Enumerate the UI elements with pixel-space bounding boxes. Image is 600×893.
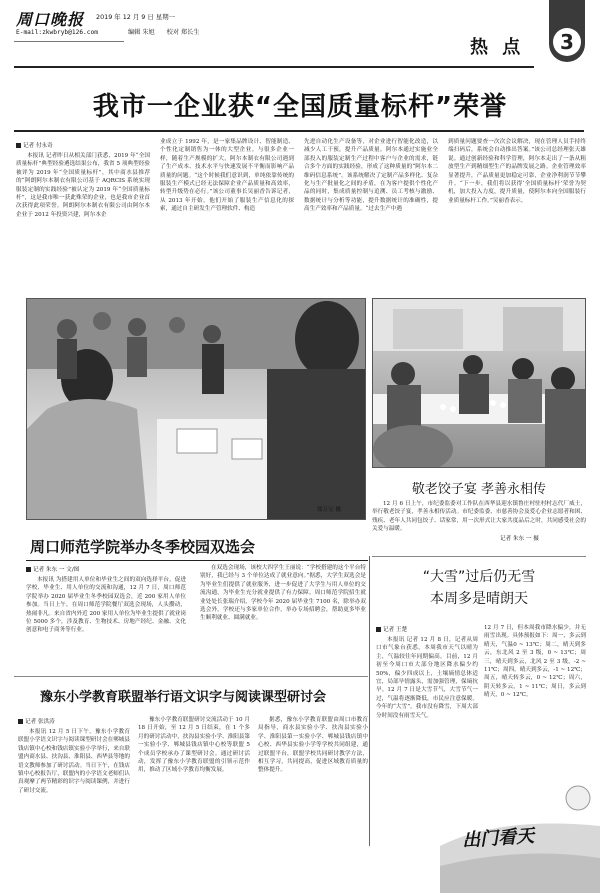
snow-top-rule [372,556,586,557]
byline-marker-icon [16,143,21,148]
issue-date: 2019 年 12 月 9 日 星期一 [96,13,175,21]
lead-column-1: 本报讯 记者昨日从相关部门获悉，2019 年“全国质量标杆”典型经验遴选结果公布，我省 5 项典型经验被评为 2019 年“全国质量标杆”，其中商水县推荐的“阿朗阿尔本制衣有限公司基于 AQRCIS 系统实现服装定制的实践经验”被认定为 2019 年“全国质量标杆”，这是我市唯一获此殊荣的企业，也是我市企业首次获得此项荣誉。阿朗阿尔本制衣有限公司由阿尔本企业于 2012 年投资兴建，阿尔本企 [16,153,150,218]
seminar-byline: 记者 张洪涛 [18,718,55,726]
proofreader-name: 校对 郑长生 [166,29,200,36]
byline-marker-icon [26,567,31,572]
lead-column-4: 到质量问题要查一次次会议解决，现在管理人员手持终端扫码后，系统会自动推出答案。”该公司总经理张天雄说。通过创新经验和科学管理，阿尔本走出了一条从粗放型生产到精细型生产的品牌发展之路。企业管理效率显著提升，产品质量更加稳定可靠，企业净利润节节攀升。“下一步，我们将以获得‘全国质量标杆’荣誉为契机，加大投入力度，提升质量，使阿尔本向全国服装行业质量标杆工作。”吴丽香表示。 [448,139,586,204]
weather-corner-label: 出门看天 [461,825,535,852]
photo-credit: 郑万宝 摄 [316,507,341,513]
lead-headline: 我市一企业获“全国质量标杆”荣誉 [92,92,508,122]
column-divider [369,556,370,846]
seminar-headline: 豫东小学教育联盟举行语文识字与阅读课型研讨会 [40,690,327,705]
dumpling-byline: 记者 朱东 一 摄 [500,536,539,542]
masthead-rule-bottom [14,66,534,68]
seminar-column-2: 豫东小学教育联盟研讨交流活动于 10 月 18 日开始，至 12 月 5 日结束，在 1 个多月的研讨活动中，扶沟县实验小学、淮阳县第一实验小学、郸城县钱店镇中心校等联盟 5 个成员学校承办了课型研讨会。通过研讨活动，发挥了豫东小学教育联盟的引领示范作用，推动了区域小学教育均衡发展。 [138,717,250,774]
masthead-rule [14,41,124,42]
job-fair-photo [26,298,366,520]
fair-column-1: 本报讯 为搭建用人单位和毕业生之间的双向选择平台，促进学校、毕业生、用人单位的交流和沟通，12 月 7 日，周口师范学院举办 2020 届毕业生冬季校园双选会，近 200 家用人单位参加。当日上午，在周口师范学院餐厅双选会现场，人头攒动，热闹非凡。来自省内外近 200 家用人单位为毕业生提供了就业岗位 5000 多个，涉及教育、生物技术、房地产经纪、金融、文化创意和电子商务等行业。 [26,577,186,634]
byline-marker-icon [18,719,23,724]
fair-byline: 记者 朱东 一 文/图 [26,566,79,574]
dumpling-photo-art [373,299,586,468]
section-title: 热 点 [470,37,525,58]
seminar-top-rule [14,676,368,677]
page-number: 3 [560,30,574,54]
lead-column-3: 先进自动化生产设备等，对企业进行智能化改造，以减少人工干预，提升产品质量。阿尔本通过实施业全部投入的服装定制生产过程中客户与企业的需求，链合多个方面的实践经验，形成了这种质量的“阿尔本二维码信息系统”。该系统解决了定制产品多样化、复杂化与生产批量化之间的矛盾，在为客户提供个性化产品的同时，集成质量控制与追溯、员工考核与激励、数据统计与分析等功能，提升数据统计的准确性，提高生产效率和产品质量。“过去生产中遇 [304,139,438,213]
snow-byline: 记者 王楚 [376,626,407,634]
weather-corner [440,776,600,893]
lead-headline-rule [14,130,584,132]
editor-credit [128,27,200,36]
snow-column-1: 本报讯 记者 12 月 8 日，记者从周口市气象台获悉，本周我市天气以晴为主，气温较往年同期偏高。目前，12 月初至今周口市大部分地区降水偏少约 50%，偏少四成以上，土壤墒情总体适宜，局部旱情露头，需加强管理，保墒抗旱。12 月 7 日是大雪节气，大雪节气一过，气温将逐渐降低，市民应注意保暖。今年的“大雪”，我市没有降雪，下周大部分时间没有雨雪天气。 [376,637,478,719]
masthead [0,0,600,70]
lead-byline: 记者 付永奇 [16,142,53,150]
snow-column-2: 12 月 7 日，但本周我市降水偏少，并无雨雪出现。具体预报如下：周一，多云到晴天，气温0 ~ 13℃；周二，晴天到多云，东北风 2 至 3 级，0 ~ 13℃；周三，晴天到多云，北风 2 至 3 级，-2 ~ 11℃；周四，晴天到多云，-1 ~ 12℃；周五，晴天转多云，0 ~ 12℃；周六，阴天转多云，1 ~ 11℃；周日，多云到晴天，0 ~ 12℃。 [484,625,586,699]
editor-name: 编辑 朱旭 [128,29,155,36]
job-fair-photo-art [27,299,366,520]
snow-headline-2: 本周多是晴朗天 [430,591,528,607]
snow-headline-1: “大雪”过后仍无雪 [422,569,536,585]
seminar-column-1: 本报讯 12 月 5 日下午，豫东小学教育联盟小学语文识字与阅读课型研讨会在郸城县钱店镇中心校和钱店镇实验小学举行，来自联盟内商水县、扶沟县、淮阳县、西华县等地的语文教师参加了研讨活动。当日下午，在钱店镇中心校报告厅，联盟内的小学语文老师们认真观摩了两节精彩的识字与阅读课例，并进行了研讨交流。 [18,729,130,794]
fair-column-2: 在双选会现场，该校大四学生王丽说：“学校搭建的这个平台特别好，我已经与 3 个单位达成了就业意向。”据悉，大学生双选会是为毕业生们提供了就业服务，进一步促进了大学生与用人单位的交流沟通，为毕业生充分就业提供了有力保障。周口师范学院招生就业处处长张瑞介绍，学校今年 2020 届毕业生 7100 名，除举办双选会外，学校还与多家单位合作，举办专场招聘会，帮助更多毕业生顺利就业、圆满就业。 [200,565,366,622]
dumpling-photo [372,298,586,468]
email-line: E-mail:zkwbryb@126.com [16,29,98,36]
newspaper-logo: 周口晚报 [16,10,85,29]
byline-marker-icon [376,627,381,632]
dumpling-caption-text: 12 月 6 日上午，市纪委监委对工作队在西华县迎水镇鲁庄村驻村村志代厂威士，举行敬老饺子宴，孝善永相传活动。市纪委监委、市慈善协会及爱心企业志愿者和困、残疾、老年人共同包饺子、话家常，用一次形式让大家共度品后之时，共同感受社会的关爱与温暖。 [372,501,586,533]
fair-headline-rule [26,560,368,561]
fair-headline: 周口师范学院举办冬季校园双选会 [30,538,256,556]
lead-column-2: 业成立于 1992 年，是一家集品牌设计、智能制造、个性化定制销售为一体的大型企业。与很多企业一样，随着生产规模的扩大，阿尔本制衣有限公司遇到了生产成本、技术水平与快速发展不平衡而影响产品质量的问题。“这个时候我们意识到，单纯依靠传统的服装生产模式已经无法保障企业产品质量和高效率，转型升级势在必行。”该公司董事长吴丽香告诉记者，从 2013 年开始，他们开始了服装生产信息化的探索，通过自主研发生产管理软件、构造 [160,139,294,213]
seminar-column-3: 据悉，豫东小学教育联盟由周口市教育局指导，商水县实验小学、扶沟县实验小学、淮阳县第一实验小学、郸城县钱店镇中心校、西华县实验小学等学校共同组建，通过联盟平台，联盟学校共同研讨教学方法，相互学习，共同提高，促进区域教育质量的整体提升。 [258,717,368,774]
dumpling-caption-title: 敬老饺子宴 孝善永相传 [411,482,547,497]
